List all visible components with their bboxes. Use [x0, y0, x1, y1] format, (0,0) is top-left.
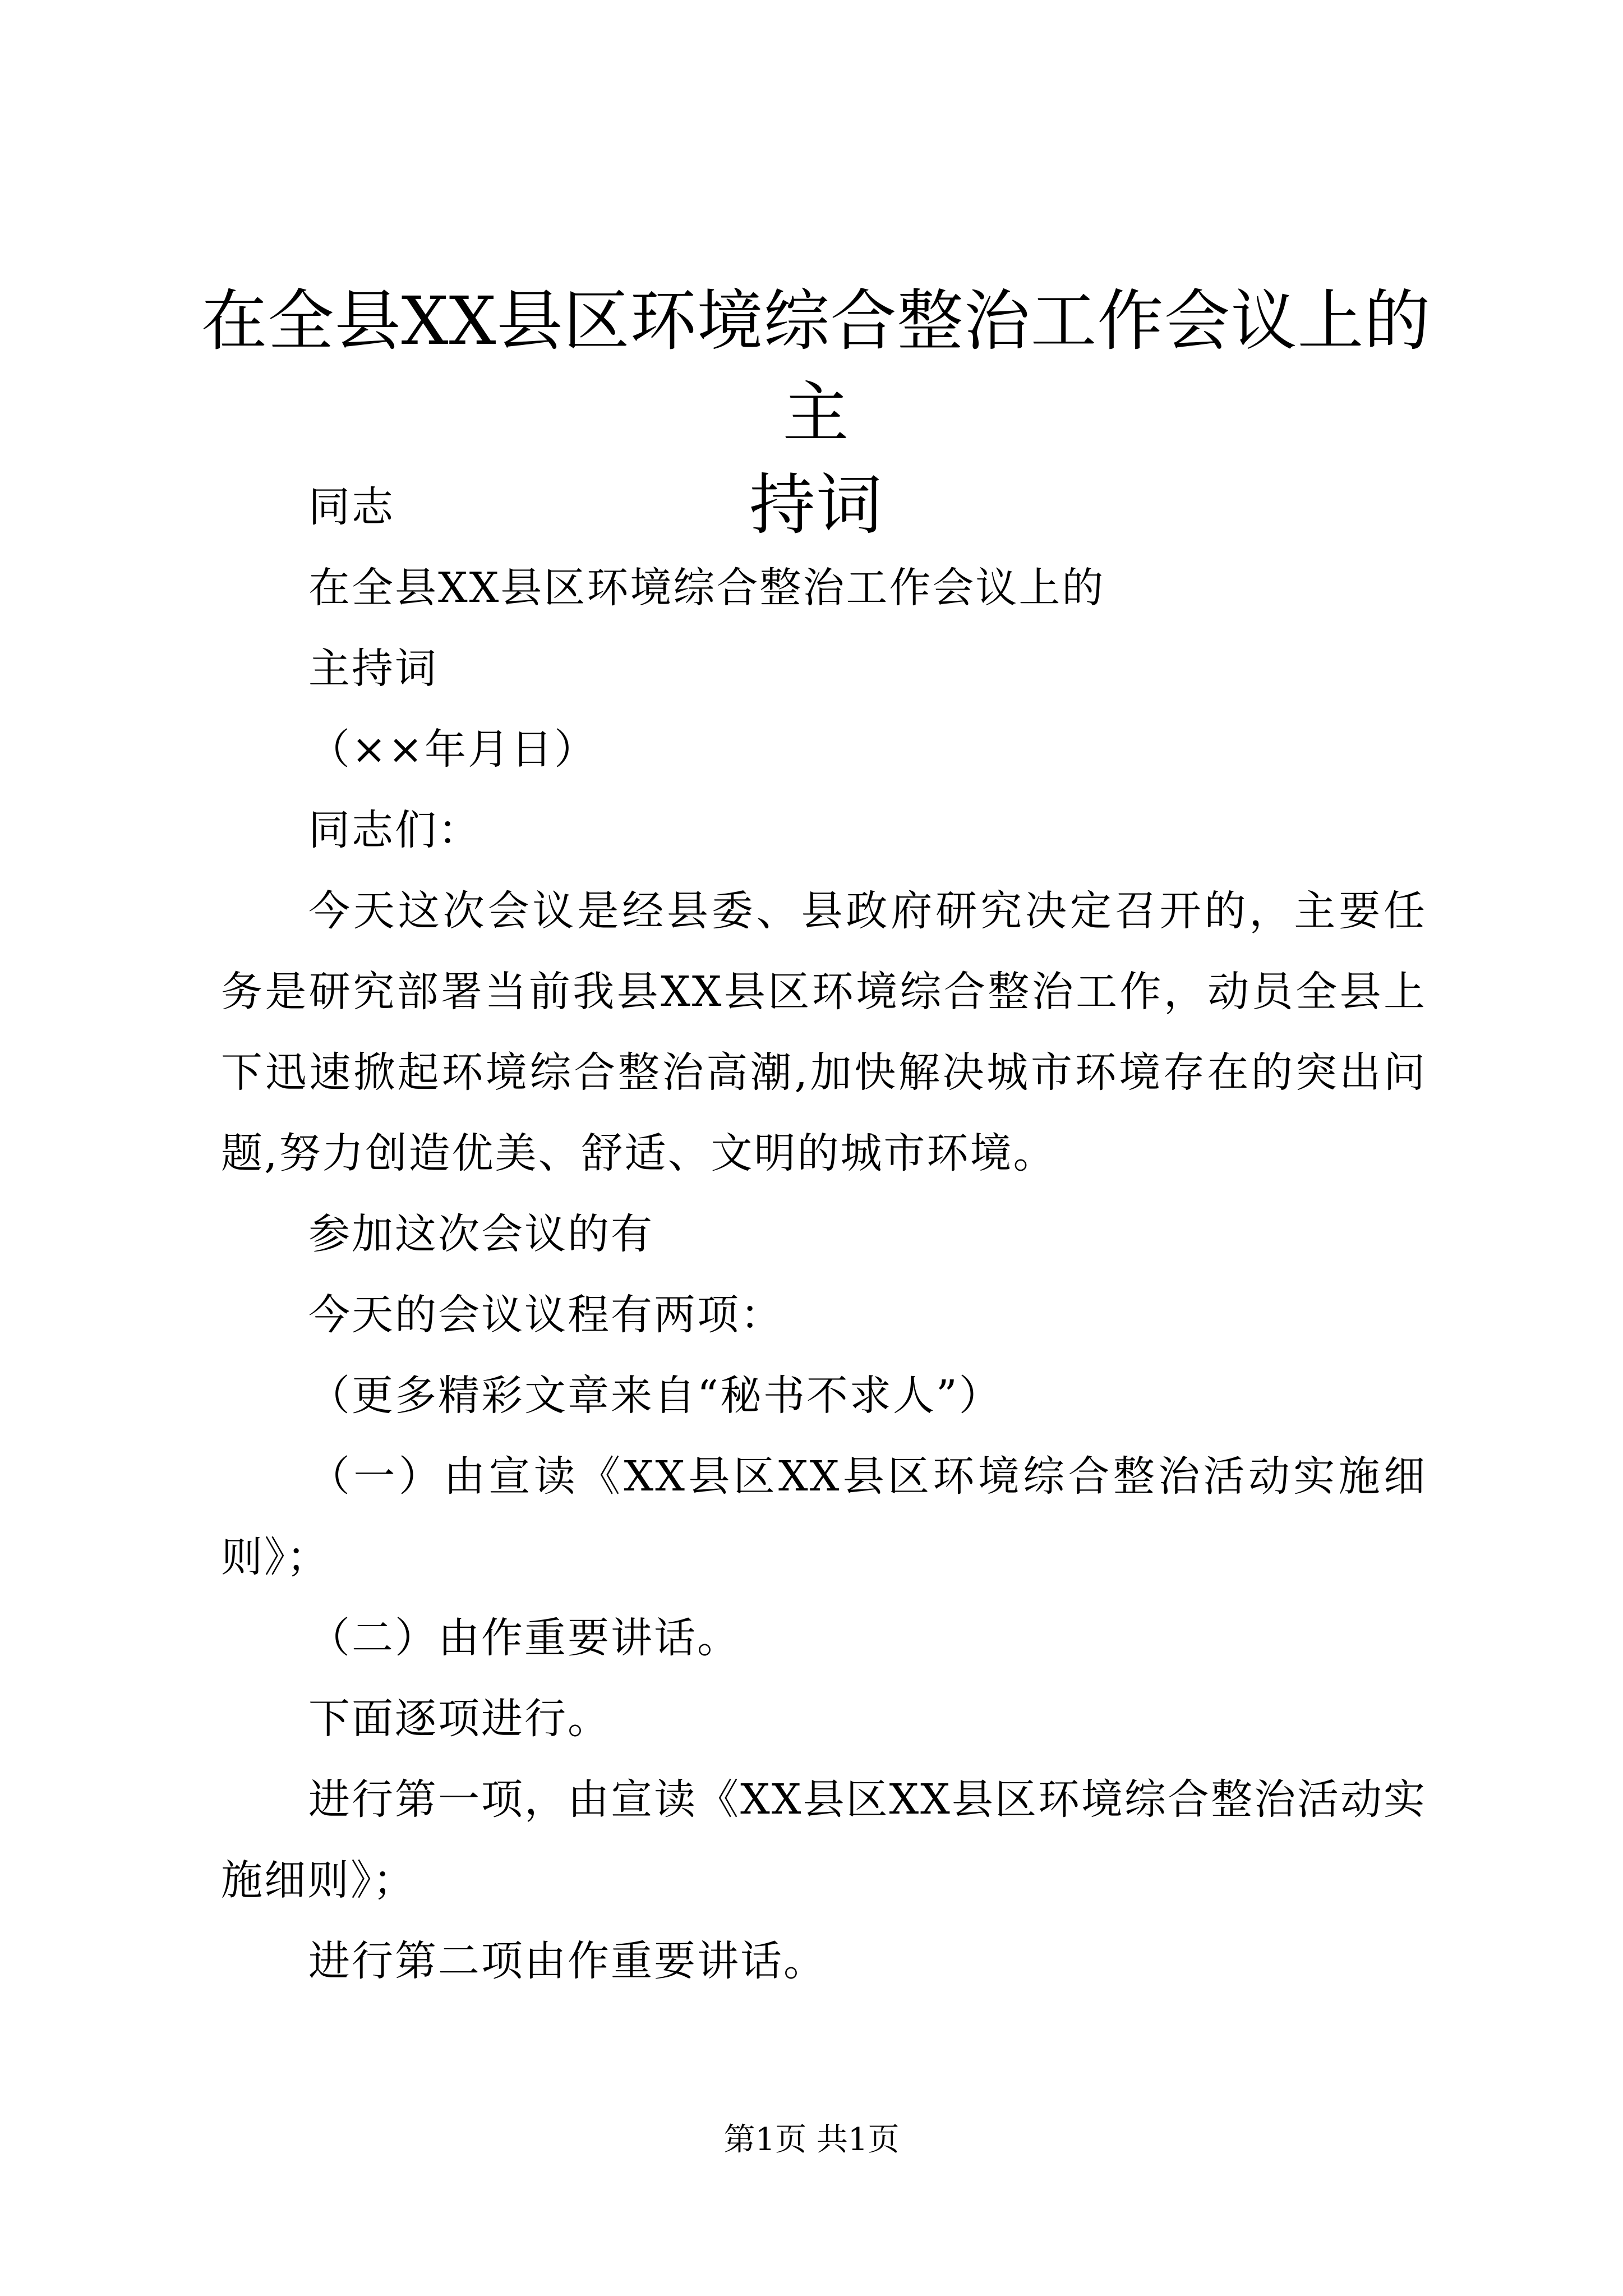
paragraph-source-note: （更多精彩文章来自“秘书不求人”） — [308, 1372, 1002, 1420]
paragraph-date: （××年月日） — [308, 725, 598, 774]
paragraph-subtitle: 在全县XX县区环境综合整治工作会议上的 — [308, 564, 1105, 612]
paragraph-agenda: 今天的会议议程有两项： — [308, 1291, 783, 1339]
paragraph-salutation: 同志 — [308, 483, 395, 531]
paragraph-attendees: 参加这次会议的有 — [308, 1210, 654, 1258]
document-title-line-2: 持词 — [749, 466, 883, 544]
document-title-line-1: 在全县XX县区环境综合整治工作会议上的主 — [201, 282, 1431, 452]
paragraph-agenda-item-1: （一）由宣读《XX县区XX县区环境综合整治活动实施细则》； — [221, 1452, 1427, 1581]
paragraph-proceed: 下面逐项进行。 — [308, 1695, 611, 1743]
paragraph-first-item: 进行第一项，由宣读《XX县区XX县区环境综合整治活动实施细则》； — [221, 1775, 1427, 1904]
document-body — [221, 467, 1427, 2001]
page-number-footer: 第1页 共1页 — [723, 2122, 900, 2158]
paragraph-agenda-item-2: （二）由作重要讲话。 — [308, 1614, 740, 1662]
paragraph-second-item: 进行第二项由作重要讲话。 — [308, 1937, 827, 1985]
paragraph-greeting: 同志们： — [308, 806, 481, 854]
paragraph-subtitle-end: 主持词 — [308, 645, 438, 693]
paragraph-purpose: 今天这次会议是经县委、县政府研究决定召开的，主要任务是研究部署当前我县XX县区环境综合整治工作，动员全县上下迅速掀起环境综合整治高潮,加快解决城市环境存在的突出问题,努力创造优美、舒适、文明的城市环境。 — [221, 887, 1427, 1177]
